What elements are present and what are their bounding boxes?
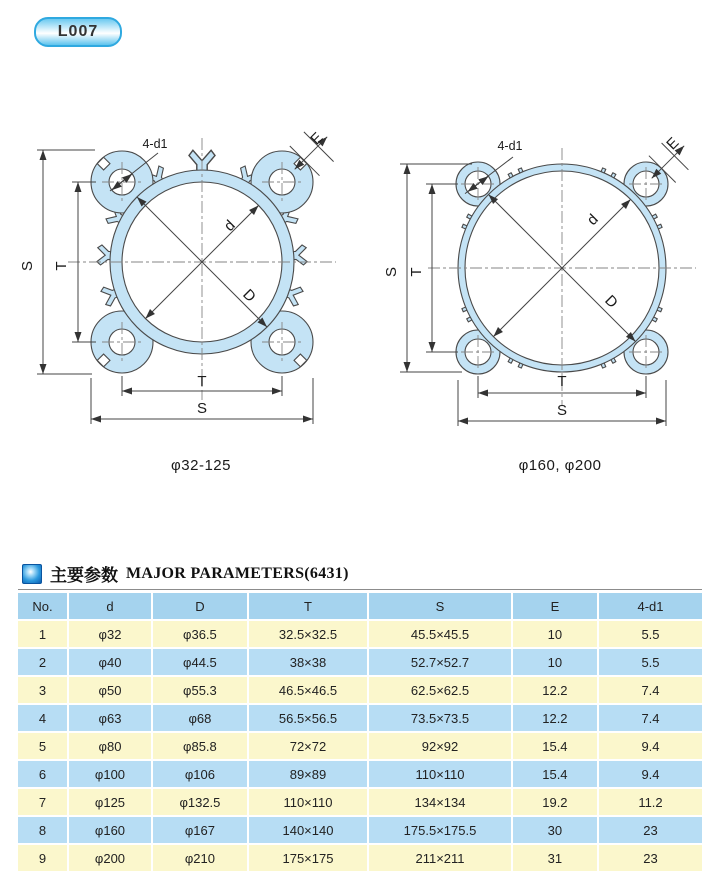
table-row [18,732,702,760]
left-drawing-caption: φ32-125 [171,457,231,474]
table-cell: 15.4 [512,732,598,760]
column-header-t: T [248,593,368,620]
dim-label-d: d [220,216,239,235]
table-cell: φ68 [152,704,248,732]
table-cell: 140×140 [248,816,368,844]
table-cell: 10 [512,620,598,648]
table-cell: 4 [18,704,68,732]
table-cell: 32.5×32.5 [248,620,368,648]
parameters-table [18,593,702,873]
table-cell: 56.5×56.5 [248,704,368,732]
table-cell: 45.5×45.5 [368,620,512,648]
table-cell: φ100 [68,760,152,788]
table-cell: φ85.8 [152,732,248,760]
column-header-no: No. [18,593,68,620]
table-cell: 211×211 [368,844,512,872]
table-row [18,760,702,788]
right-profile-drawing [383,134,696,474]
table-cell: φ80 [68,732,152,760]
table-cell: 12.2 [512,676,598,704]
left-profile-drawing [19,129,336,474]
table-cell: φ44.5 [152,648,248,676]
dim-label-4d1: 4-d1 [142,137,168,151]
table-cell: 92×92 [368,732,512,760]
dim-label-s-bottom: S [196,400,208,417]
table-cell: 72×72 [248,732,368,760]
table-cell: φ106 [152,760,248,788]
table-cell: 9.4 [598,760,702,788]
table-cell: φ200 [68,844,152,872]
table-cell: φ132.5 [152,788,248,816]
dim-label-s-bottom: S [556,402,568,419]
table-cell: 110×110 [368,760,512,788]
column-header-4d1: 4-d1 [598,593,702,620]
table-cell: 10 [512,648,598,676]
table-cell: 7.4 [598,704,702,732]
table-cell: 1 [18,620,68,648]
table-row [18,704,702,732]
table-cell: 15.4 [512,760,598,788]
dim-label-s-left: S [19,260,36,272]
table-cell: φ125 [68,788,152,816]
table-cell: φ32 [68,620,152,648]
table-row [18,788,702,816]
parameters-table-wrap [18,589,702,873]
table-cell: 175×175 [248,844,368,872]
table-cell: φ55.3 [152,676,248,704]
model-code-label: L007 [57,23,99,40]
table-cell: 6 [18,760,68,788]
table-row [18,816,702,844]
column-header-D: D [152,593,248,620]
right-drawing-caption: φ160, φ200 [518,457,602,474]
table-cell: 52.7×52.7 [368,648,512,676]
table-cell: 2 [18,648,68,676]
table-cell: 31 [512,844,598,872]
dim-label-D: D [601,291,622,312]
table-cell: 110×110 [248,788,368,816]
table-row [18,676,702,704]
table-cell: 23 [598,816,702,844]
dim-label-d: d [583,210,602,229]
dim-label-e: E [663,134,683,154]
header-row [18,593,702,620]
table-cell: 5.5 [598,620,702,648]
table-cell: 3 [18,676,68,704]
table-cell: 62.5×62.5 [368,676,512,704]
column-header-e: E [512,593,598,620]
table-row [18,844,702,872]
table-cell: 8 [18,816,68,844]
table-cell: 73.5×73.5 [368,704,512,732]
section-bullet-icon [22,564,42,584]
dim-label-s-left: S [383,266,400,278]
table-cell: 9.4 [598,732,702,760]
section-title-cn: 主要参数 [50,566,118,585]
table-row [18,620,702,648]
dim-label-e: E [307,129,327,149]
table-cell: φ160 [68,816,152,844]
table-cell: 19.2 [512,788,598,816]
dim-label-t-bottom: T [557,373,567,390]
table-cell: 134×134 [368,788,512,816]
table-cell: φ40 [68,648,152,676]
dim-label-4d1: 4-d1 [497,139,523,153]
table-cell: φ210 [152,844,248,872]
table-header [18,593,702,620]
table-cell: 9 [18,844,68,872]
dim-label-t-left: T [53,261,70,271]
table-cell: 175.5×175.5 [368,816,512,844]
table-cell: φ167 [152,816,248,844]
table-row [18,648,702,676]
table-cell: φ36.5 [152,620,248,648]
table-cell: 23 [598,844,702,872]
section-title-en: MAJOR PARAMETERS(6431) [126,564,349,582]
column-header-s: S [368,593,512,620]
dim-label-t-bottom: T [197,373,207,390]
table-cell: 46.5×46.5 [248,676,368,704]
table-cell: φ50 [68,676,152,704]
table-cell: 7.4 [598,676,702,704]
table-cell: 11.2 [598,788,702,816]
table-cell: 7 [18,788,68,816]
table-cell: 5 [18,732,68,760]
table-cell: 5.5 [598,648,702,676]
table-cell: 30 [512,816,598,844]
dim-label-D: D [239,285,260,306]
table-cell: 12.2 [512,704,598,732]
table-cell: φ63 [68,704,152,732]
dim-label-t-left: T [408,267,425,277]
column-header-d: d [68,593,152,620]
table-cell: 38×38 [248,648,368,676]
table-body [18,620,702,872]
section-title [22,561,349,586]
table-cell: 89×89 [248,760,368,788]
